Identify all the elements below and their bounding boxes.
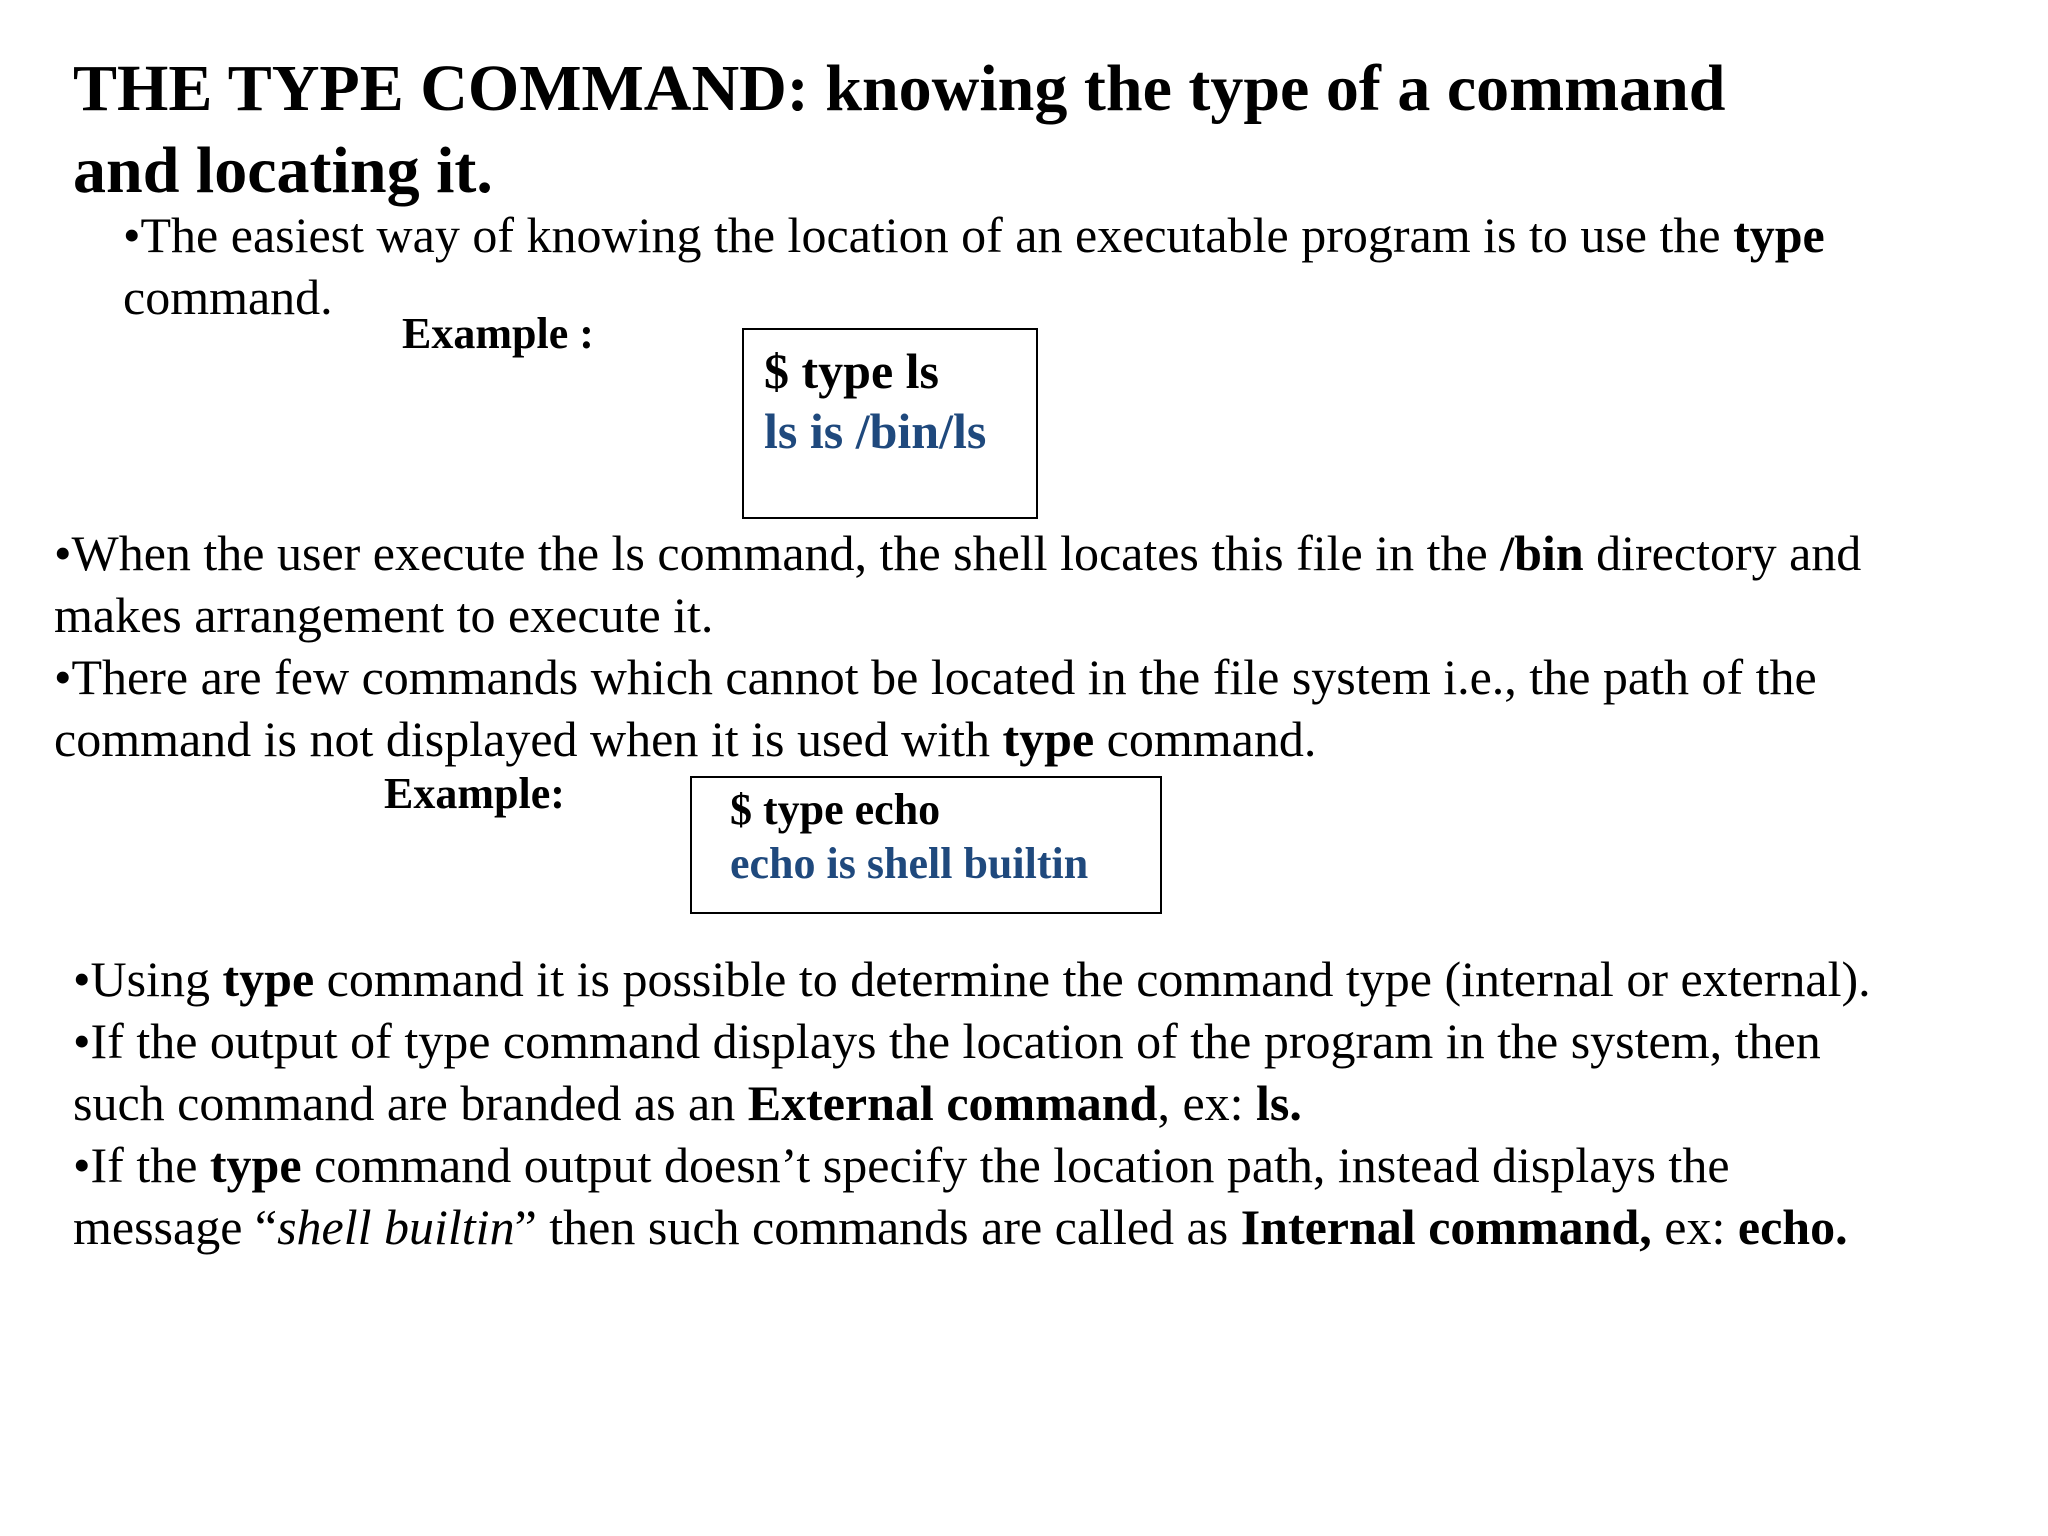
paragraph-internal-command [73, 1134, 1848, 1258]
slide-title [73, 48, 1973, 212]
para5-text-a: If the [90, 1137, 210, 1193]
bullet: • [73, 951, 91, 1007]
para2-text-b: command. [1094, 711, 1317, 767]
example-1-output: ls is /bin/ls [764, 403, 987, 459]
para1-text-a: When the user execute the ls command, the shell locates this file in the [71, 525, 1501, 581]
bullet: • [73, 1137, 91, 1193]
para2-bold-type: type [1002, 711, 1095, 767]
para1-text-b: directory and [1583, 525, 1862, 581]
para3-text-a: Using [90, 951, 223, 1007]
para5-text-c: message “ [73, 1199, 278, 1255]
example-1-command: $ type ls [764, 343, 939, 399]
title-line-2: and locating it. [73, 134, 493, 207]
para4-text-b: , ex: [1157, 1075, 1257, 1131]
bullet: • [54, 649, 72, 705]
para4-bold-external: External command [747, 1075, 1158, 1131]
example-1-label: Example : [402, 309, 594, 358]
para5-text-d: ” then such commands are called as [514, 1199, 1241, 1255]
para5-bold-type: type [209, 1137, 302, 1193]
para5-bold-echo: echo. [1737, 1199, 1848, 1255]
intro-paragraph [123, 204, 1825, 328]
bullet: • [54, 525, 72, 581]
para1-text-line2: makes arrangement to execute it. [54, 587, 714, 643]
intro-text: The easiest way of knowing the location of an executable program is to use the [140, 207, 1734, 263]
example-2-command: $ type echo [730, 785, 941, 834]
example-2-output: echo is shell builtin [730, 839, 1089, 888]
paragraph-few-commands [54, 646, 1817, 770]
intro-text-line2: command. [123, 269, 333, 325]
para2-text-line1: There are few commands which cannot be located in the file system i.e., the path of the [71, 649, 1817, 705]
para5-bold-internal: Internal command, [1240, 1199, 1652, 1255]
paragraph-external-command [73, 1010, 1821, 1134]
para5-text-b: command output doesn’t specify the location path, instead displays the [301, 1137, 1730, 1193]
paragraph-ls-location [54, 522, 1861, 646]
para2-text-a: command is not displayed when it is used with [54, 711, 1003, 767]
para5-text-e: ex: [1651, 1199, 1738, 1255]
para4-bold-ls: ls. [1256, 1075, 1302, 1131]
para5-italic-shell-builtin: shell builtin [277, 1199, 515, 1255]
bullet: • [73, 1013, 91, 1069]
example-2-label: Example: [384, 769, 565, 818]
para3-bold-type: type [222, 951, 315, 1007]
intro-bold-type: type [1733, 207, 1825, 263]
example-2-code-box [690, 776, 1162, 914]
para1-bold-bin: /bin [1500, 525, 1584, 581]
paragraph-using-type [73, 948, 1871, 1010]
bullet: • [123, 207, 141, 263]
title-line-1: THE TYPE COMMAND: knowing the type of a command [73, 52, 1726, 125]
para4-text-line1: If the output of type command displays the location of the program in the system, then [90, 1013, 1821, 1069]
example-1-code-box [742, 328, 1038, 519]
para4-text-a: such command are branded as an [73, 1075, 748, 1131]
para3-text-b: command it is possible to determine the command type (internal or external). [314, 951, 1871, 1007]
